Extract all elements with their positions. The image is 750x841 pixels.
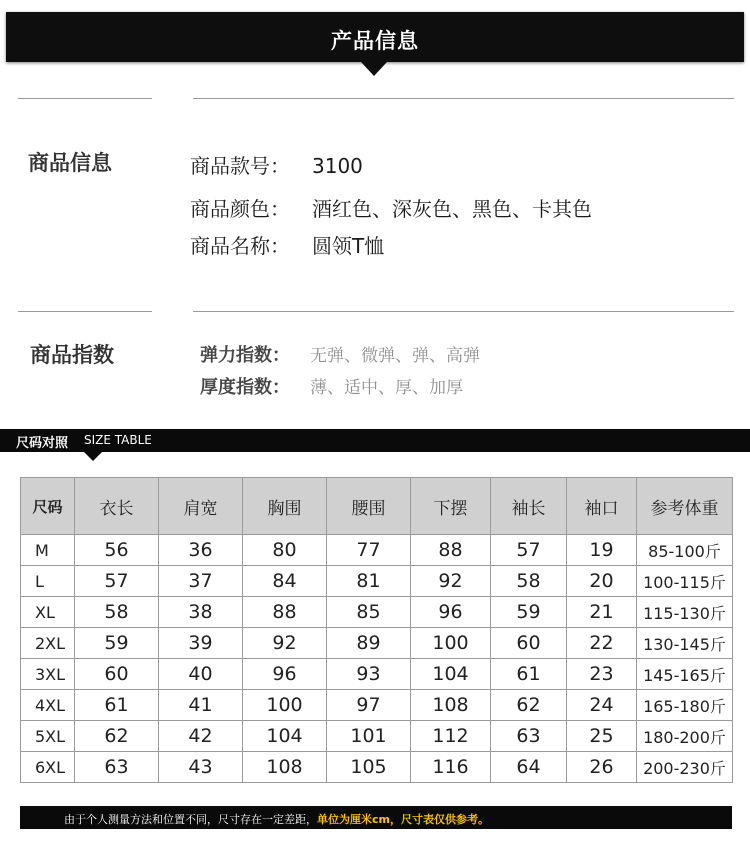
table-cell: 100-115斤 [637, 566, 733, 597]
header-pointer [361, 62, 387, 76]
table-cell: 56 [75, 535, 159, 566]
table-cell: 23 [567, 659, 637, 690]
size-cell: M [21, 535, 75, 566]
size-cell: 6XL [21, 752, 75, 783]
table-cell: 58 [491, 566, 567, 597]
thickness-value: 薄、适中、厚、加厚 [310, 378, 463, 398]
thickness-label: 厚度指数： [200, 377, 290, 398]
table-cell: 19 [567, 535, 637, 566]
table-cell: 63 [491, 721, 567, 752]
table-row [21, 721, 733, 752]
table-cell: 93 [327, 659, 411, 690]
table-cell: 200-230斤 [637, 752, 733, 783]
col-header-waist: 腰围 [327, 478, 411, 535]
table-cell: 26 [567, 752, 637, 783]
table-cell: 61 [75, 690, 159, 721]
divider-left-2 [18, 311, 152, 312]
size-cell: 5XL [21, 721, 75, 752]
table-cell: 64 [491, 752, 567, 783]
table-row [21, 752, 733, 783]
table-cell: 145-165斤 [637, 659, 733, 690]
table-cell: 63 [75, 752, 159, 783]
table-cell: 60 [75, 659, 159, 690]
size-table-title-en: SIZE TABLE [84, 433, 152, 447]
name-value: 圆领T恤 [312, 234, 385, 258]
table-cell: 77 [327, 535, 411, 566]
table-cell: 39 [159, 628, 243, 659]
table-cell: 130-145斤 [637, 628, 733, 659]
table-cell: 85 [327, 597, 411, 628]
table-row [21, 659, 733, 690]
size-table-bar [0, 429, 750, 452]
table-cell: 22 [567, 628, 637, 659]
table-cell: 25 [567, 721, 637, 752]
name-label: 商品名称： [190, 234, 290, 258]
table-cell: 165-180斤 [637, 690, 733, 721]
footer-note-text: 由于个人测量方法和位置不同，尺寸存在一定差距， [64, 813, 317, 826]
color-label: 商品颜色： [190, 197, 290, 221]
table-row [21, 690, 733, 721]
table-cell: 84 [243, 566, 327, 597]
header-bar [6, 12, 744, 62]
table-cell: 38 [159, 597, 243, 628]
elasticity-value: 无弹、微弹、弹、高弹 [310, 346, 480, 366]
table-cell: 97 [327, 690, 411, 721]
product-info-row [190, 193, 592, 222]
divider-right-1 [193, 98, 734, 99]
size-cell: L [21, 566, 75, 597]
table-cell: 108 [411, 690, 491, 721]
table-cell: 105 [327, 752, 411, 783]
table-cell: 43 [159, 752, 243, 783]
table-cell: 24 [567, 690, 637, 721]
table-cell: 37 [159, 566, 243, 597]
table-cell: 58 [75, 597, 159, 628]
table-cell: 116 [411, 752, 491, 783]
col-header-chest: 胸围 [243, 478, 327, 535]
col-header-length: 衣长 [75, 478, 159, 535]
divider-right-2 [193, 311, 734, 312]
table-cell: 108 [243, 752, 327, 783]
col-header-shoulder: 肩宽 [159, 478, 243, 535]
table-cell: 88 [243, 597, 327, 628]
product-info-row [190, 230, 384, 259]
table-cell: 101 [327, 721, 411, 752]
thickness-row [200, 373, 463, 399]
table-cell: 57 [491, 535, 567, 566]
table-cell: 104 [411, 659, 491, 690]
table-cell: 57 [75, 566, 159, 597]
table-cell: 96 [411, 597, 491, 628]
table-cell: 21 [567, 597, 637, 628]
size-cell: 4XL [21, 690, 75, 721]
table-cell: 62 [491, 690, 567, 721]
table-cell: 85-100斤 [637, 535, 733, 566]
style-number-label: 商品款号： [190, 154, 290, 178]
table-cell: 89 [327, 628, 411, 659]
col-header-weight: 参考体重 [637, 478, 733, 535]
color-value: 酒红色、深灰色、黑色、卡其色 [312, 197, 592, 221]
footer-note-highlight: 单位为厘米cm，尺寸表仅供参考。 [317, 813, 489, 826]
size-table [20, 477, 733, 783]
col-header-cuff: 袖口 [567, 478, 637, 535]
table-cell: 92 [411, 566, 491, 597]
col-header-sleeve-length: 袖长 [491, 478, 567, 535]
table-row [21, 628, 733, 659]
size-cell: 2XL [21, 628, 75, 659]
size-table-title-cn: 尺码对照 [16, 436, 69, 451]
table-cell: 61 [491, 659, 567, 690]
style-number-value: 3100 [312, 154, 363, 178]
size-cell: XL [21, 597, 75, 628]
col-header-size: 尺码 [21, 478, 75, 535]
table-cell: 62 [75, 721, 159, 752]
table-cell: 104 [243, 721, 327, 752]
footer-note [64, 811, 489, 827]
table-cell: 40 [159, 659, 243, 690]
table-cell: 88 [411, 535, 491, 566]
table-cell: 42 [159, 721, 243, 752]
table-cell: 112 [411, 721, 491, 752]
table-cell: 36 [159, 535, 243, 566]
size-cell: 3XL [21, 659, 75, 690]
divider-left-1 [18, 98, 152, 99]
size-bar-pointer [84, 452, 102, 461]
product-info-label: 商品信息 [28, 151, 112, 175]
size-table-header-row [21, 478, 733, 535]
table-cell: 180-200斤 [637, 721, 733, 752]
table-cell: 80 [243, 535, 327, 566]
table-row [21, 535, 733, 566]
product-info-row [190, 150, 363, 179]
col-header-hem: 下摆 [411, 478, 491, 535]
elasticity-row [200, 341, 480, 367]
table-cell: 100 [243, 690, 327, 721]
table-row [21, 597, 733, 628]
table-cell: 41 [159, 690, 243, 721]
elasticity-label: 弹力指数： [200, 345, 290, 366]
footer-bar [20, 806, 732, 829]
table-cell: 92 [243, 628, 327, 659]
table-cell: 115-130斤 [637, 597, 733, 628]
table-cell: 100 [411, 628, 491, 659]
table-cell: 96 [243, 659, 327, 690]
table-cell: 59 [75, 628, 159, 659]
table-cell: 60 [491, 628, 567, 659]
table-cell: 20 [567, 566, 637, 597]
table-cell: 59 [491, 597, 567, 628]
product-index-label: 商品指数 [30, 343, 114, 367]
page-title: 产品信息 [331, 29, 419, 53]
table-cell: 81 [327, 566, 411, 597]
table-row [21, 566, 733, 597]
